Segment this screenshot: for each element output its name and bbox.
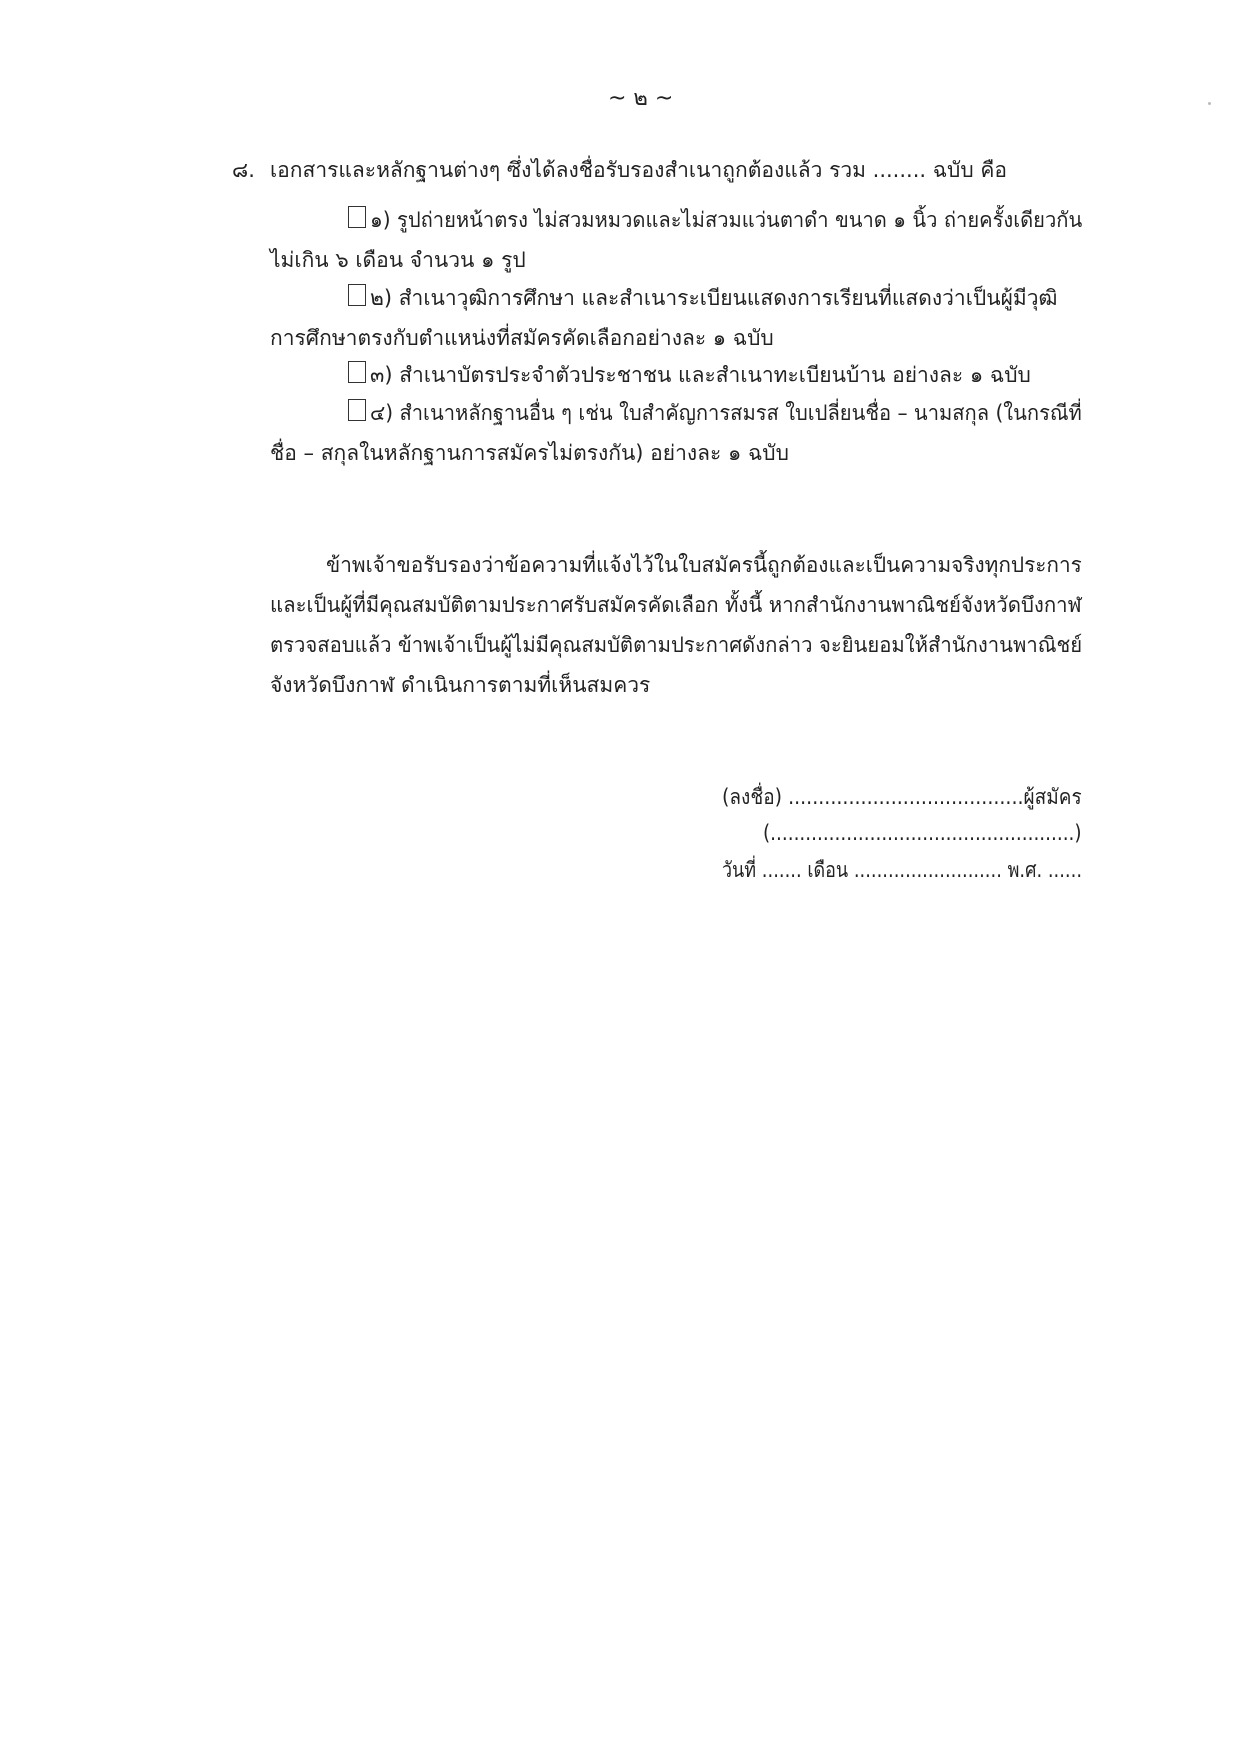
page-number: ~ ๒ ~ — [608, 86, 674, 111]
option-4-line2: ชื่อ – สกุลในหลักฐานการสมัครไม่ตรงกัน) อย่างละ ๑ ฉบับ — [270, 441, 789, 465]
declaration-line-3: ตรวจสอบแล้ว ข้าพเจ้าเป็นผู้ไม่มีคุณสมบัติตามประกาศดังกล่าว จะยินยอมให้สำนักงานพาณิชย์ — [270, 633, 1083, 657]
option-4-line1: ๔) สำเนาหลักฐานอื่น ๆ เช่น ใบสำคัญการสมรส ใบเปลี่ยนชื่อ – นามสกุล (ในกรณีที่ — [370, 401, 1082, 425]
option-3-checkbox[interactable] — [348, 361, 366, 383]
option-2-checkbox[interactable] — [348, 284, 366, 306]
option-2-line1: ๒) สำเนาวุฒิการศึกษา และสำเนาระเบียนแสดงการเรียนที่แสดงว่าเป็นผู้มีวุฒิ — [370, 286, 1058, 310]
option-4-checkbox[interactable] — [348, 399, 366, 421]
declaration-line-4: จังหวัดบึงกาฬ ดำเนินการตามที่เห็นสมควร — [270, 673, 651, 697]
option-1-checkbox[interactable] — [348, 206, 366, 228]
applicant-name-line: (....................................................) — [763, 821, 1082, 845]
signature-line: (ลงชื่อ) .......................................ผู้สมัคร — [722, 785, 1082, 809]
option-1-line1: ๑) รูปถ่ายหน้าตรง ไม่สวมหมวดและไม่สวมแว่นตาดำ ขนาด ๑ นิ้ว ถ่ายครั้งเดียวกัน — [370, 208, 1083, 232]
option-1-line2: ไม่เกิน ๖ เดือน จำนวน ๑ รูป — [270, 248, 526, 272]
scan-dot-mark — [1208, 102, 1211, 105]
date-line: วันที่ ....... เดือน .......................... พ.ศ. ...... — [722, 858, 1083, 882]
item8-text: เอกสารและหลักฐานต่างๆ ซึ่งได้ลงชื่อรับรองสำเนาถูกต้องแล้ว รวม ........ ฉบับ คือ — [270, 158, 1008, 182]
option-3-line1: ๓) สำเนาบัตรประจำตัวประชาชน และสำเนาทะเบียนบ้าน อย่างละ ๑ ฉบับ — [370, 363, 1031, 387]
option-2-line2: การศึกษาตรงกับตำแหน่งที่สมัครคัดเลือกอย่างละ ๑ ฉบับ — [270, 326, 774, 350]
declaration-line-2: และเป็นผู้ที่มีคุณสมบัติตามประกาศรับสมัครคัดเลือก ทั้งนี้ หากสำนักงานพาณิชย์จังหวัดบึงกาฬ — [270, 593, 1082, 617]
declaration-line-1: ข้าพเจ้าขอรับรองว่าข้อความที่แจ้งไว้ในใบสมัครนี้ถูกต้องและเป็นความจริงทุกประการ — [326, 553, 1082, 577]
item8-number: ๘. — [232, 158, 255, 182]
